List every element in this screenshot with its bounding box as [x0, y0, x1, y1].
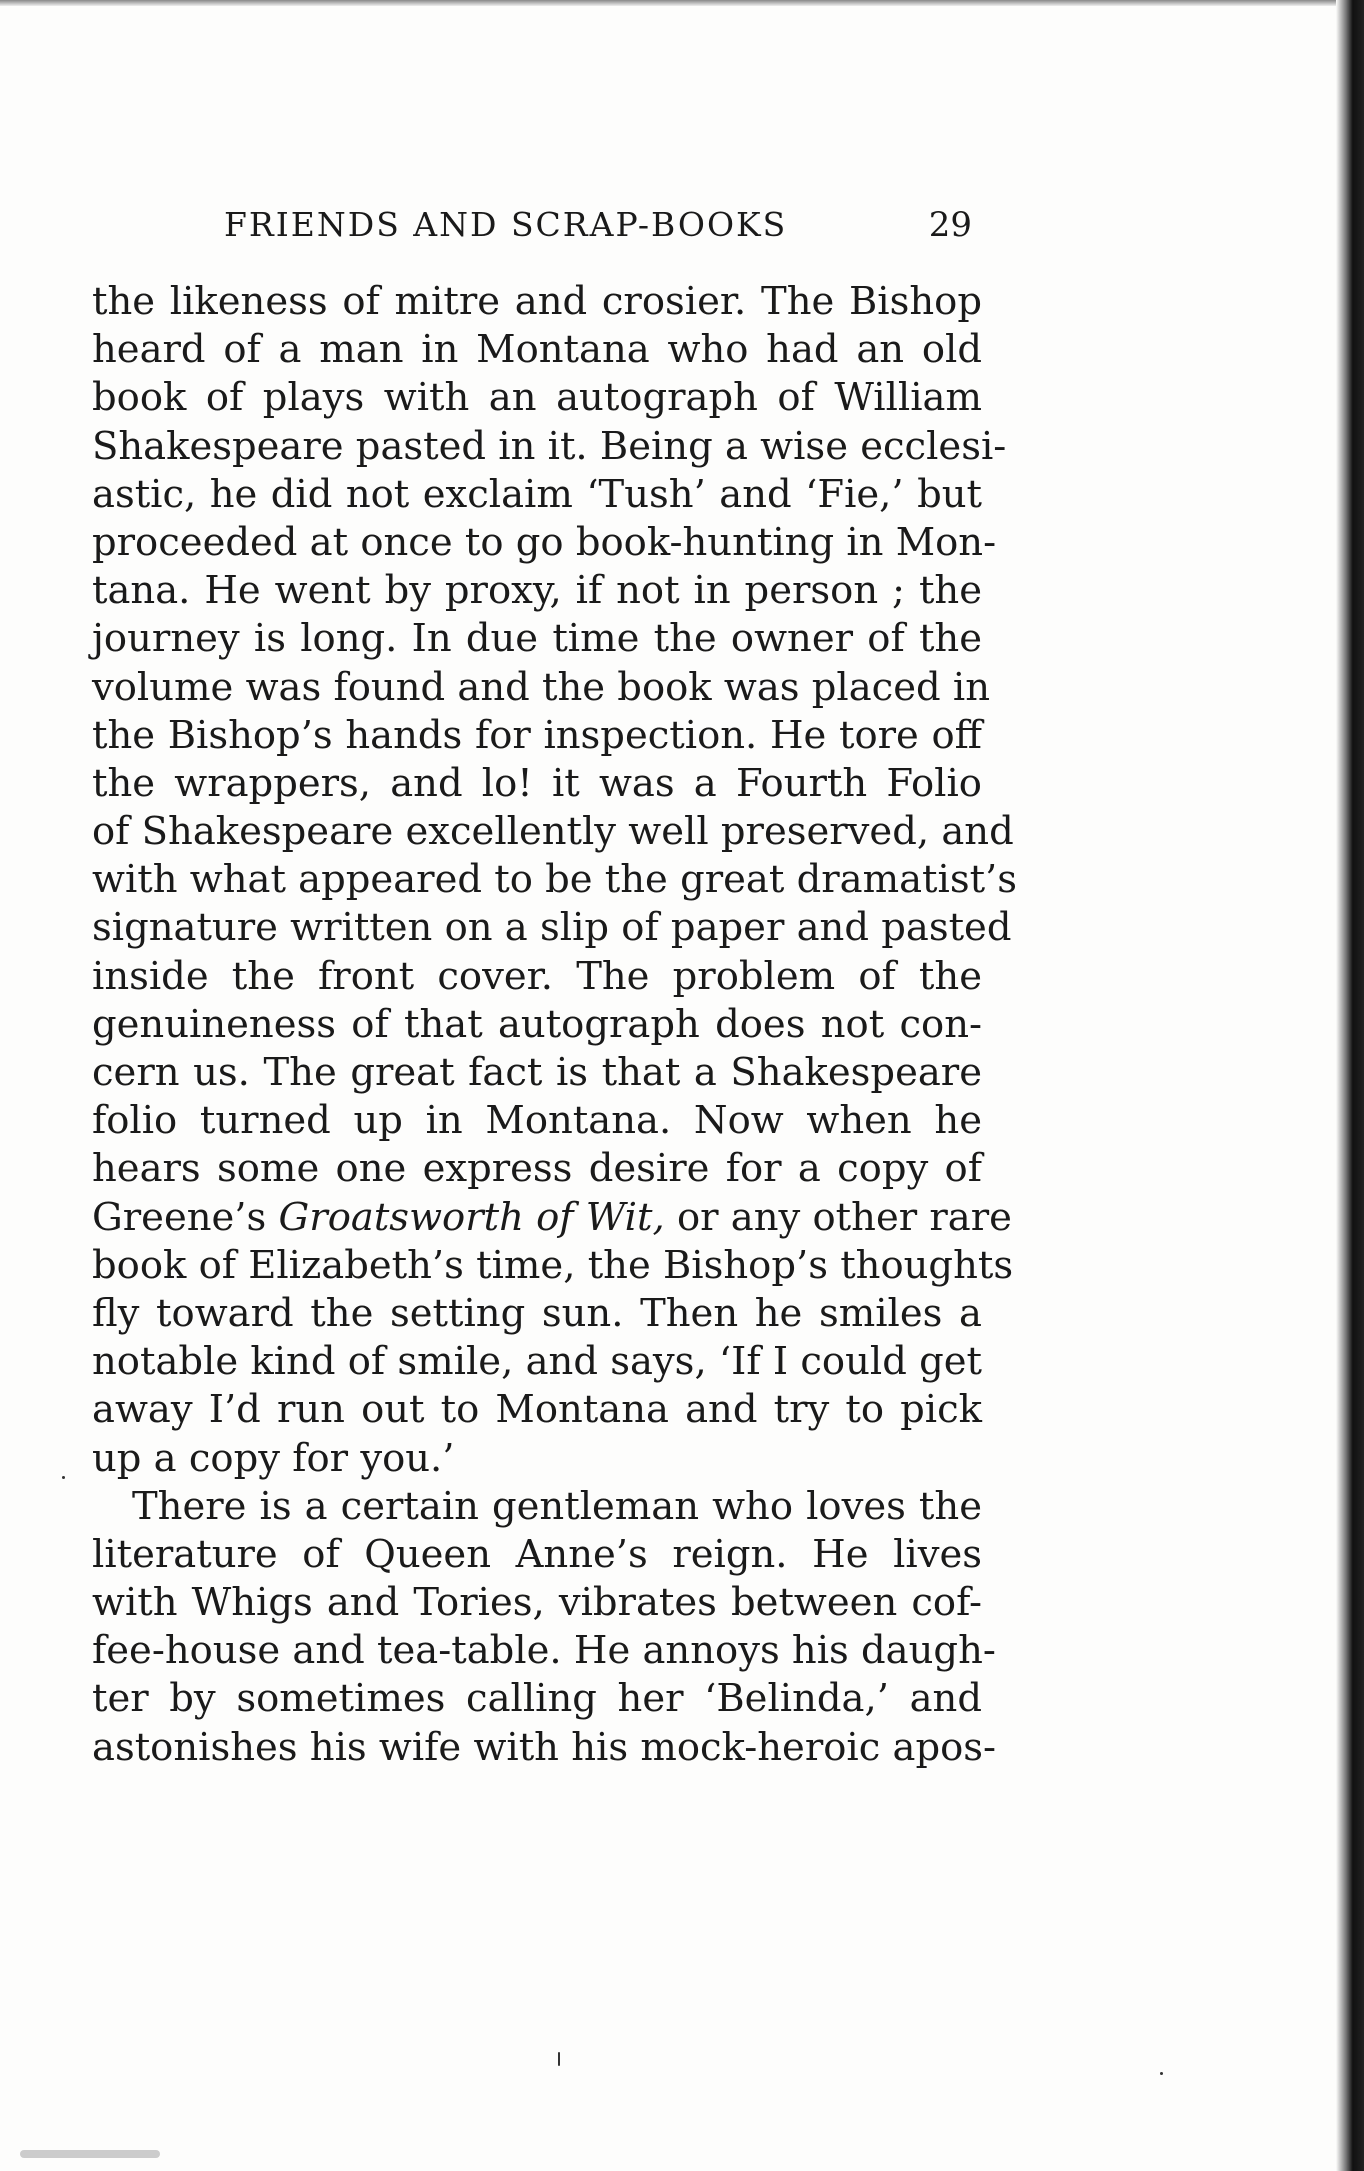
text-line: Shakespeare pasted in it. Being a wise ecclesi- — [92, 423, 1007, 469]
text-line: away I’d run out to Montana and try to pick — [92, 1387, 982, 1433]
text-line: with Whigs and Tories, vibrates between cof- — [92, 1580, 982, 1626]
text-line: tana. He went by proxy, if not in person ; the — [92, 568, 982, 614]
scan-smudge — [20, 2150, 160, 2158]
text-line: book of plays with an autograph of William — [92, 375, 982, 421]
paragraph-start-line: There is a certain gentleman who loves the — [132, 1483, 982, 1529]
text-line: book of Elizabeth’s time, the Bishop’s thoughts — [92, 1242, 1014, 1288]
text-line: fly toward the setting sun. Then he smiles a — [92, 1290, 982, 1336]
text-line: fee-house and tea-table. He annoys his daugh- — [92, 1628, 996, 1674]
text-line: with what appeared to be the great dramatist’s — [92, 857, 1018, 903]
page-number: 29 — [928, 205, 972, 245]
text-line: the wrappers, and lo! it was a Fourth Folio — [92, 760, 982, 806]
text-line: inside the front cover. The problem of the — [92, 953, 982, 999]
scan-speck — [62, 1476, 65, 1479]
text-fragment: or any other rare — [664, 1194, 1012, 1240]
text-line: astonishes his wife with his mock-heroic apos- — [92, 1724, 997, 1770]
text-line-with-title — [92, 1194, 1012, 1242]
text-line: hears some one express desire for a copy of — [92, 1146, 982, 1192]
text-line: volume was found and the book was placed in — [92, 664, 991, 710]
body-text — [92, 278, 1018, 1772]
scan-speck — [1160, 2072, 1163, 2075]
text-line: signature written on a slip of paper and pasted — [92, 905, 1012, 951]
text-line: heard of a man in Montana who had an old — [92, 327, 982, 373]
text-line: the likeness of mitre and crosier. The Bishop — [92, 279, 982, 324]
text-fragment: Greene’s — [92, 1194, 279, 1240]
text-line: folio turned up in Montana. Now when he — [92, 1098, 982, 1144]
scan-speck — [558, 2052, 560, 2066]
running-head — [220, 205, 980, 245]
text-line: literature of Queen Anne’s reign. He lives — [92, 1531, 982, 1577]
book-title: Groatsworth of Wit, — [278, 1194, 665, 1240]
text-line: cern us. The great fact is that a Shakespeare — [92, 1050, 982, 1095]
paragraph-end-line: up a copy for you.’ — [92, 1435, 455, 1481]
text-line: genuineness of that autograph does not con- — [92, 1001, 982, 1047]
text-line: notable kind of smile, and says, ‘If I could get — [92, 1339, 982, 1385]
page-top-edge — [0, 0, 1364, 6]
text-line: astic, he did not exclaim ‘Tush’ and ‘Fie,’ but — [92, 471, 982, 517]
page-right-edge — [1336, 0, 1364, 2171]
text-line: of Shakespeare excellently well preserved, and — [92, 809, 1014, 855]
text-line: ter by sometimes calling her ‘Belinda,’ and — [92, 1676, 982, 1722]
text-line: proceeded at once to go book-hunting in Mon- — [92, 519, 997, 565]
running-title: FRIENDS AND SCRAP-BOOKS — [224, 205, 788, 244]
text-line: the Bishop’s hands for inspection. He tore off — [92, 712, 982, 758]
text-line: journey is long. In due time the owner of the — [92, 616, 982, 662]
